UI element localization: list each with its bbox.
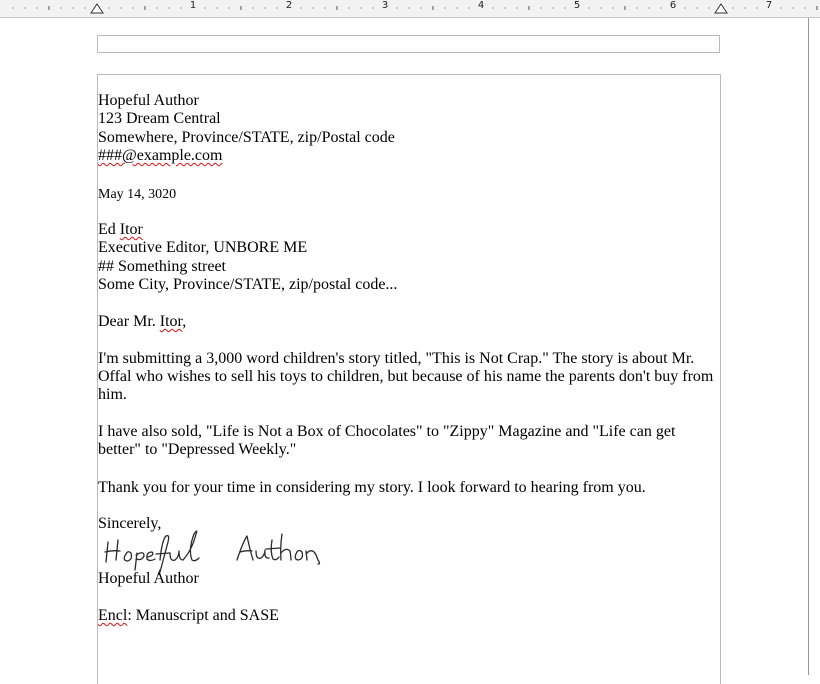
left-indent-marker: [91, 4, 103, 13]
ruler-label-7: 7: [765, 0, 773, 11]
ruler-ticks: [0, 0, 820, 17]
sender-street: 123 Dream Central: [98, 110, 221, 127]
ruler-label-3: 3: [381, 0, 389, 11]
salutation: Dear Mr. Itor,: [98, 313, 187, 330]
ruler-label-5: 5: [573, 0, 581, 11]
recipient-street: ## Something street: [98, 258, 226, 275]
body-paragraph-3: Thank you for your time in considering my story. I look forward to hearing from you.: [98, 479, 646, 496]
sender-city: Somewhere, Province/STATE, zip/Postal code: [98, 129, 395, 146]
ruler-label-6: 6: [669, 0, 677, 11]
recipient-city: Some City, Province/STATE, zip/postal code...: [98, 276, 398, 293]
letter-date: May 14, 3020: [98, 187, 177, 202]
enclosure-line: Encl: Manuscript and SASE: [98, 607, 279, 624]
signed-name: Hopeful Author: [98, 570, 199, 587]
page-gutter: [809, 18, 820, 675]
ruler-label-4: 4: [477, 0, 485, 11]
body-paragraph-2: I have also sold, "Life is Not a Box of Chocolates" to "Zippy" Magazine and "Life can get better" to "Depressed Weekly.": [98, 423, 676, 458]
recipient-title: Executive Editor, UNBORE ME: [98, 239, 308, 256]
body-paragraph-1: I'm submitting a 3,000 word children's story titled, "This is Not Crap." The story is about Mr. Offal who wishes to sell his toys to children, but because of his name the parents don't buy from him.: [98, 350, 714, 403]
sender-name: Hopeful Author: [98, 92, 199, 109]
sender-email: ###@example.com: [98, 147, 223, 164]
recipient-name: Ed Itor: [98, 221, 143, 238]
right-indent-marker: [715, 4, 727, 13]
closing: Sincerely,: [98, 515, 162, 532]
horizontal-ruler[interactable]: [0, 0, 820, 18]
header-area[interactable]: [97, 35, 720, 53]
ruler-label-2: 2: [285, 0, 293, 11]
ruler-label-1: 1: [189, 0, 197, 11]
